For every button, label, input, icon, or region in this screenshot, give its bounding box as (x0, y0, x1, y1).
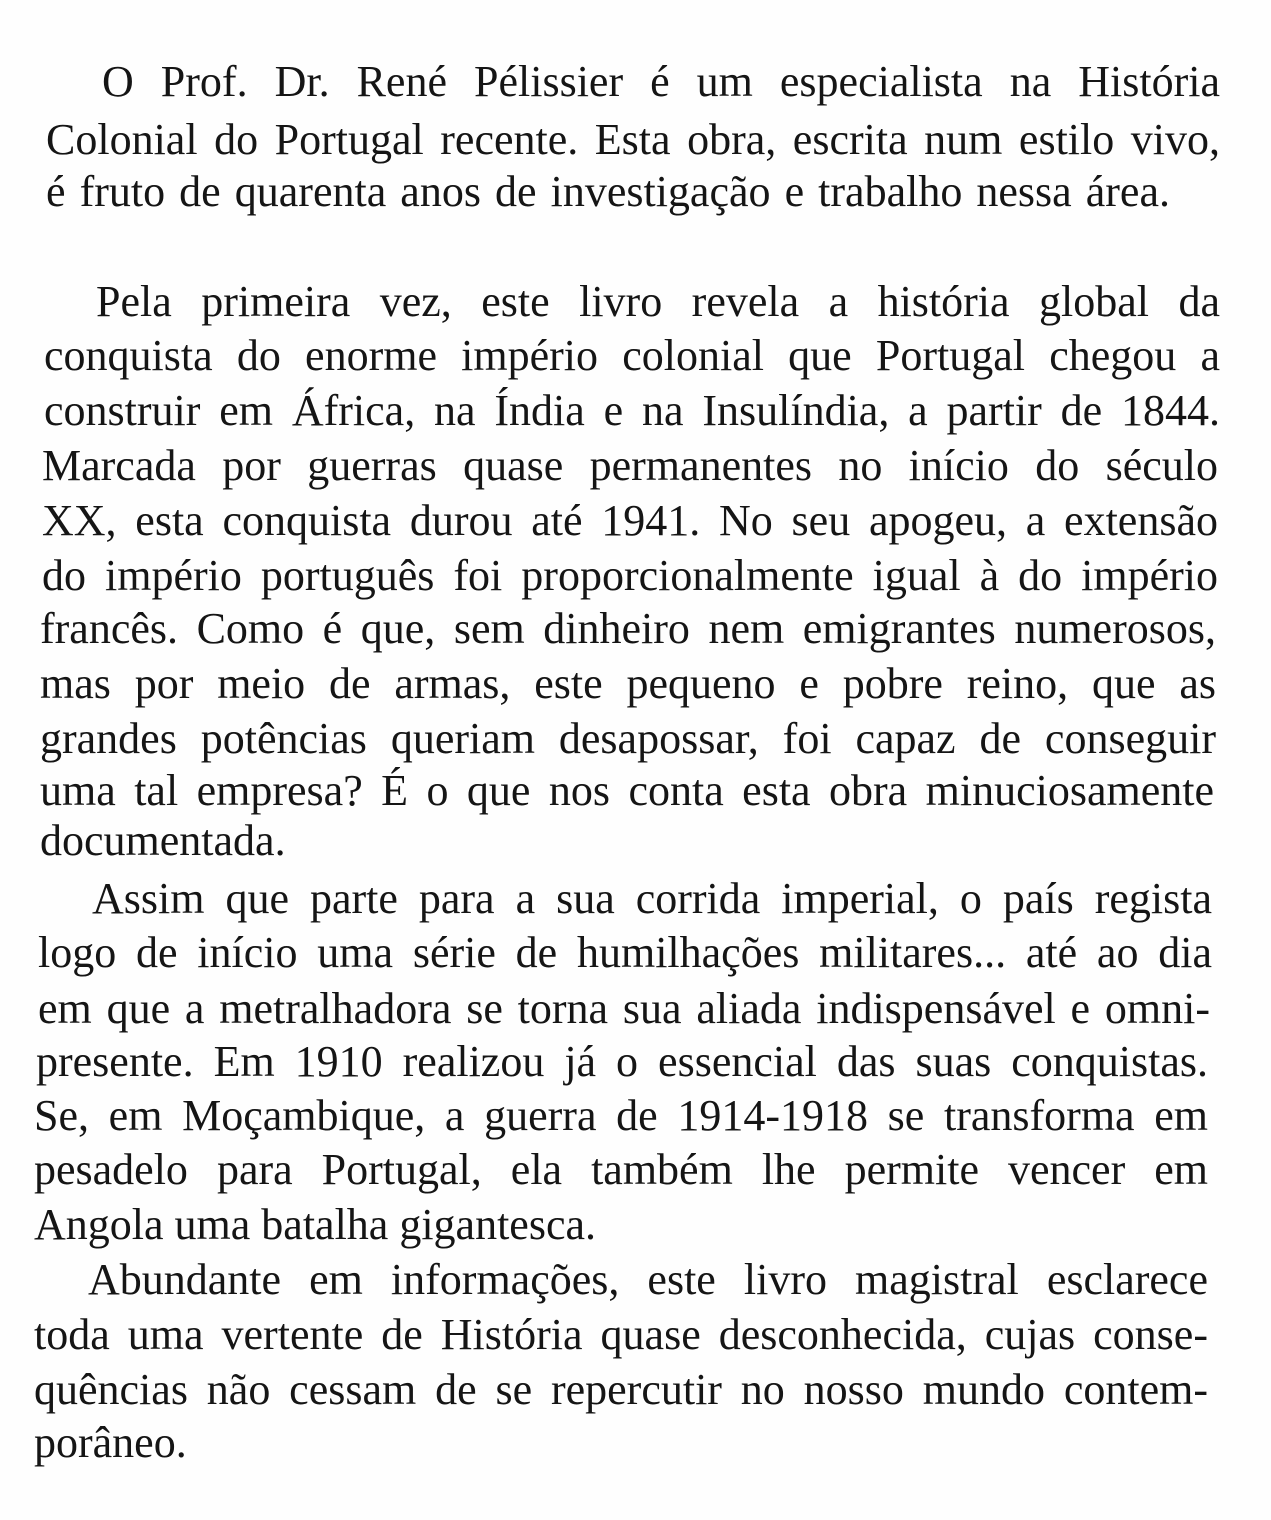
text-line: conquista do enorme império colonial que Portugal chegou a (44, 331, 1220, 380)
text-line: do império português foi proporcionalmente igual à do império (42, 551, 1218, 600)
paragraph-2-line-9 (40, 709, 1216, 769)
paragraph-2-line-3 (44, 381, 1220, 441)
paragraph-1-line-2 (46, 110, 1220, 170)
text-line: O Prof. Dr. René Pélissier é um especialista na História (102, 57, 1220, 106)
paragraph-3-line-6 (34, 1140, 1208, 1200)
paragraph-1-line-3 (46, 162, 1170, 222)
paragraph-2-line-4 (42, 436, 1218, 496)
paragraph-2-line-11 (40, 811, 640, 871)
text-line: pesadelo para Portugal, ela também lhe permite vencer em (34, 1145, 1208, 1194)
text-line: grandes potências queriam desapossar, foi capaz de conseguir (40, 714, 1216, 763)
paragraph-2-line-8 (40, 654, 1216, 714)
text-line: logo de início uma série de humilhações militares... até ao dia (38, 928, 1212, 977)
text-line: XX, esta conquista durou até 1941. No seu apogeu, a extensão (42, 496, 1218, 545)
text-line: presente. Em 1910 realizou já o essencial das suas conquistas. (36, 1037, 1208, 1086)
paragraph-2-line-7 (40, 599, 1216, 659)
paragraph-1-line-1 (102, 52, 1220, 112)
paragraph-2-line-2 (44, 326, 1220, 386)
paragraph-3-line-4 (36, 1032, 1208, 1092)
paragraph-2-line-1 (96, 272, 1220, 332)
text-line: quências não cessam de se repercutir no nosso mundo contem- (34, 1365, 1208, 1414)
paragraph-2-line-6 (42, 546, 1218, 606)
text-line: porâneo. (34, 1418, 187, 1467)
paragraph-4-line-4 (34, 1413, 334, 1473)
paragraph-2-line-5 (42, 491, 1218, 551)
paragraph-3-line-5 (34, 1086, 1208, 1146)
text-line: Se, em Moçambique, a guerra de 1914-1918 se transforma em (34, 1091, 1208, 1140)
text-line: em que a metralhadora se torna sua aliada indispensável e omni- (38, 984, 1210, 1033)
paragraph-3-line-3 (38, 979, 1210, 1039)
paragraph-4-line-2 (34, 1305, 1208, 1365)
paragraph-3-line-7 (34, 1195, 654, 1255)
text-line: Pela primeira vez, este livro revela a história global da (96, 277, 1220, 326)
paragraph-4-line-1 (88, 1250, 1208, 1310)
text-line: Angola uma batalha gigantesca. (34, 1200, 597, 1249)
text-line: toda uma vertente de História quase desconhecida, cujas conse- (34, 1310, 1208, 1359)
text-line: documentada. (40, 816, 286, 865)
text-line: francês. Como é que, sem dinheiro nem emigrantes numerosos, (40, 604, 1216, 653)
text-line: Assim que parte para a sua corrida imperial, o país regista (92, 874, 1212, 923)
paragraph-4-line-3 (34, 1360, 1208, 1420)
text-line: uma tal empresa? É o que nos conta esta obra minuciosamente (40, 766, 1214, 815)
text-line: Colonial do Portugal recente. Esta obra, escrita num estilo vivo, (46, 115, 1220, 164)
paragraph-3-line-1 (92, 869, 1212, 929)
text-line: Marcada por guerras quase permanentes no início do século (42, 441, 1218, 490)
text-line: é fruto de quarenta anos de investigação e trabalho nessa área. (46, 167, 1170, 216)
paragraph-3-line-2 (38, 923, 1212, 983)
text-line: construir em África, na Índia e na Insulíndia, a partir de 1844. (44, 386, 1220, 435)
text-line: Abundante em informações, este livro magistral esclarece (88, 1255, 1208, 1304)
text-line: mas por meio de armas, este pequeno e pobre reino, que as (40, 659, 1216, 708)
